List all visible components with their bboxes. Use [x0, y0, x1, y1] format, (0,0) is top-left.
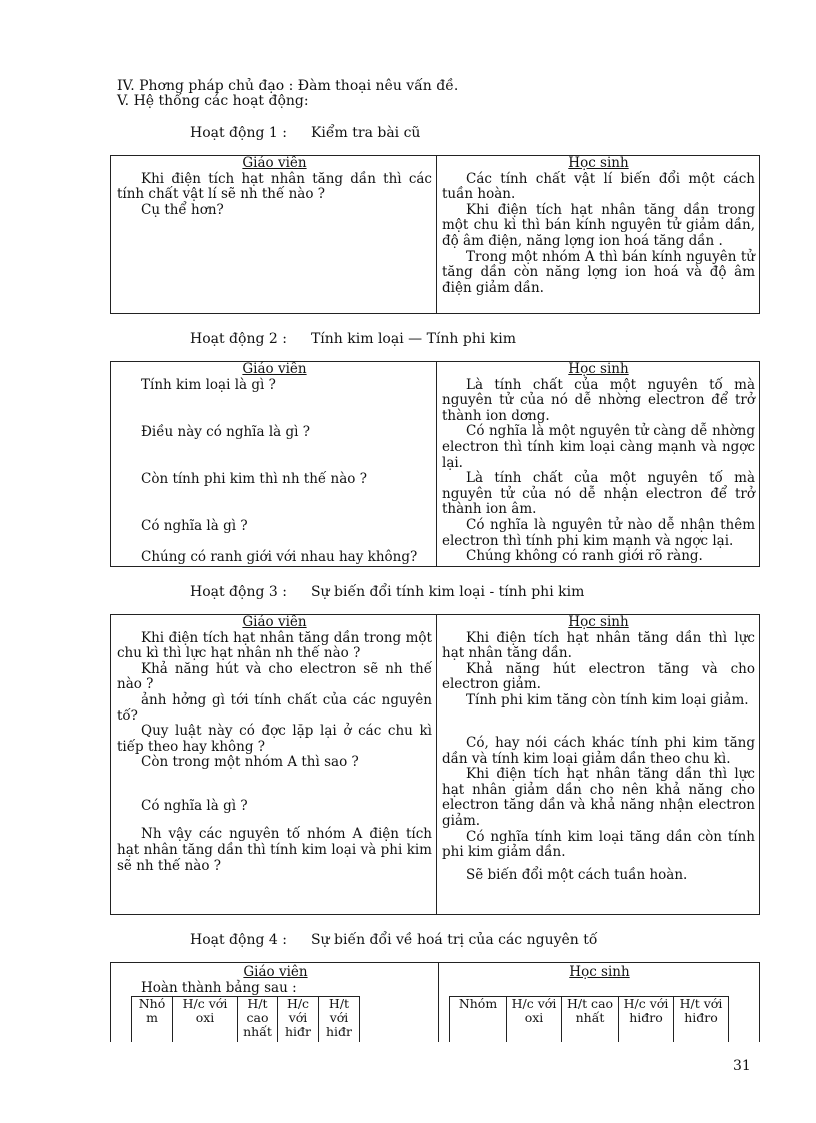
teacher-question: Có nghĩa là gì ?: [141, 798, 248, 815]
teacher-question: Có nghĩa là gì ?: [141, 517, 248, 534]
teacher-question: Nh vậy các nguyên tố nhóm A điện tích hạt nhân tăng dần thì tính kim loại và phi kim sẽ nh thế nào ?: [117, 826, 432, 874]
activity-1-title: [190, 124, 420, 142]
teacher-question: Quy luật này có đợc lặp lại ở các chu kì tiếp theo hay không ?: [117, 723, 432, 755]
activity-1-label: Hoạt động 1 :: [190, 125, 287, 141]
teacher-question: Cụ thể hơn?: [141, 201, 224, 218]
table-cell: H/c với hiđr: [278, 997, 319, 1043]
activity-3-table: [110, 614, 760, 915]
activity-4-title: [190, 931, 597, 949]
teacher-intro: Hoàn thành bảng sau :: [141, 979, 297, 996]
activity-4-label: Hoạt động 4 :: [190, 932, 287, 948]
table-cell: H/c với oxi: [173, 997, 238, 1043]
student-answer: Các tính chất vật lí biến đổi một cách tuần hoàn.: [442, 170, 755, 203]
activity-3-name: Sự biến đổi tính kim loại - tính phi kim: [310, 584, 585, 600]
teacher-column: [111, 615, 436, 914]
teacher-header: Giáo viên: [242, 362, 307, 377]
page-number: 31: [733, 1058, 751, 1074]
student-answer: Có nghĩa tính kim loại tăng dần còn tính phi kim giảm dần.: [442, 828, 755, 861]
table-cell: H/t với hiđro: [674, 997, 729, 1043]
teacher-question: Tính kim loại là gì ?: [141, 376, 276, 393]
student-answer: Có, hay nói cách khác tính phi kim tăng dần và tính kim loại giảm dần theo chu kì.: [442, 734, 755, 767]
teacher-question: Còn tính phi kim thì nh thế nào ?: [141, 470, 367, 487]
table-cell: Nhóm: [450, 997, 507, 1043]
student-header: Học sinh: [568, 156, 629, 171]
student-column: [436, 156, 759, 313]
teacher-header: Giáo viên: [243, 964, 308, 980]
teacher-question: Khả năng hút và cho electron sẽ nh thế nào ?: [117, 660, 432, 693]
teacher-header: Giáo viên: [242, 156, 307, 171]
teacher-mini-table: [131, 996, 360, 1042]
activity-4-table: [110, 962, 760, 1042]
activity-1-table: [110, 155, 760, 314]
teacher-question: Chúng có ranh giới với nhau hay không?: [141, 548, 418, 565]
teacher-question: Khi điện tích hạt nhân tăng dần trong một chu kì thì lực hạt nhân nh thế nào ?: [117, 629, 432, 662]
student-column: [436, 362, 759, 566]
activity-2-name: Tính kim loại — Tính phi kim: [310, 331, 517, 347]
activity-2-label: Hoạt động 2 :: [190, 331, 287, 347]
student-answer: Có nghĩa là nguyên tử nào dễ nhận thêm electron thì tính phi kim mạnh và ngợc lại.: [442, 516, 755, 549]
activity-3-title: [190, 583, 584, 601]
student-answer: Khi điện tích hạt nhân tăng dần thì lực hạt nhân giảm dần cho nên khả năng cho electron tăng dần và khả năng nhận electron giảm.: [442, 766, 755, 829]
student-header: Học sinh: [568, 615, 629, 630]
table-cell: H/t với hiđr: [319, 997, 360, 1043]
student-column: [436, 615, 759, 914]
student-answer: Trong một nhóm A thì bán kính nguyên tử tăng dần còn năng lợng ion hoá và độ âm điện giảm dần.: [442, 248, 755, 296]
teacher-question: Còn trong một nhóm A thì sao ?: [141, 754, 359, 771]
student-answer: Khả năng hút electron tăng và cho electron giảm.: [442, 660, 755, 693]
activity-4-name: Sự biến đổi về hoá trị của các nguyên tố: [310, 932, 598, 948]
activity-1-name: Kiểm tra bài cũ: [310, 125, 421, 141]
section-iv: IV. Phơng pháp chủ đạo : Đàm thoại nêu vấn đề.: [117, 78, 459, 94]
student-header: Học sinh: [568, 362, 629, 377]
teacher-question: Khi điện tích hạt nhân tăng dần thì các tính chất vật lí sẽ nh thế nào ?: [117, 170, 432, 203]
section-v: V. Hệ thống các hoạt động:: [117, 93, 309, 109]
student-answer: Chúng không có ranh giới rõ ràng.: [466, 548, 703, 565]
teacher-question: ảnh hởng gì tới tính chất của các nguyên tố?: [117, 691, 432, 724]
student-answer: Là tính chất của một nguyên tố mà nguyên tử của nó dễ nhờng electron để trở thành ion dơng.: [442, 376, 755, 424]
student-mini-table: [449, 996, 729, 1042]
table-cell: H/c với oxi: [507, 997, 562, 1043]
student-answer: Khi điện tích hạt nhân tăng dần trong một chu kì thì bán kính nguyên tử giảm dần, độ âm điện, năng lợng ion hoá tăng dần .: [442, 201, 755, 249]
student-answer: Tính phi kim tăng còn tính kim loại giảm.: [466, 691, 749, 708]
teacher-question: Điều này có nghĩa là gì ?: [141, 423, 310, 440]
student-column: [438, 963, 759, 1042]
student-answer: Có nghĩa là một nguyên tử càng dễ nhờng electron thì tính kim loại càng mạnh và ngợc lại.: [442, 423, 755, 471]
student-answer: Là tính chất của một nguyên tố mà nguyên tử của nó dễ nhận electron để trở thành ion âm.: [442, 470, 755, 518]
activity-3-label: Hoạt động 3 :: [190, 584, 287, 600]
teacher-column: [111, 362, 436, 566]
table-cell: H/t cao nhất: [238, 997, 278, 1043]
teacher-column: [111, 963, 438, 1042]
teacher-column: [111, 156, 436, 313]
activity-2-title: [190, 330, 516, 348]
student-answer: Khi điện tích hạt nhân tăng dần thì lực hạt nhân tăng dần.: [442, 629, 755, 662]
student-answer: Sẽ biến đổi một cách tuần hoàn.: [466, 866, 688, 883]
activity-2-table: [110, 361, 760, 567]
student-header: Học sinh: [569, 964, 630, 980]
teacher-header: Giáo viên: [242, 615, 307, 630]
table-cell: Nhó m: [132, 997, 173, 1043]
table-cell: H/c với hiđro: [619, 997, 674, 1043]
table-cell: H/t cao nhất: [562, 997, 619, 1043]
